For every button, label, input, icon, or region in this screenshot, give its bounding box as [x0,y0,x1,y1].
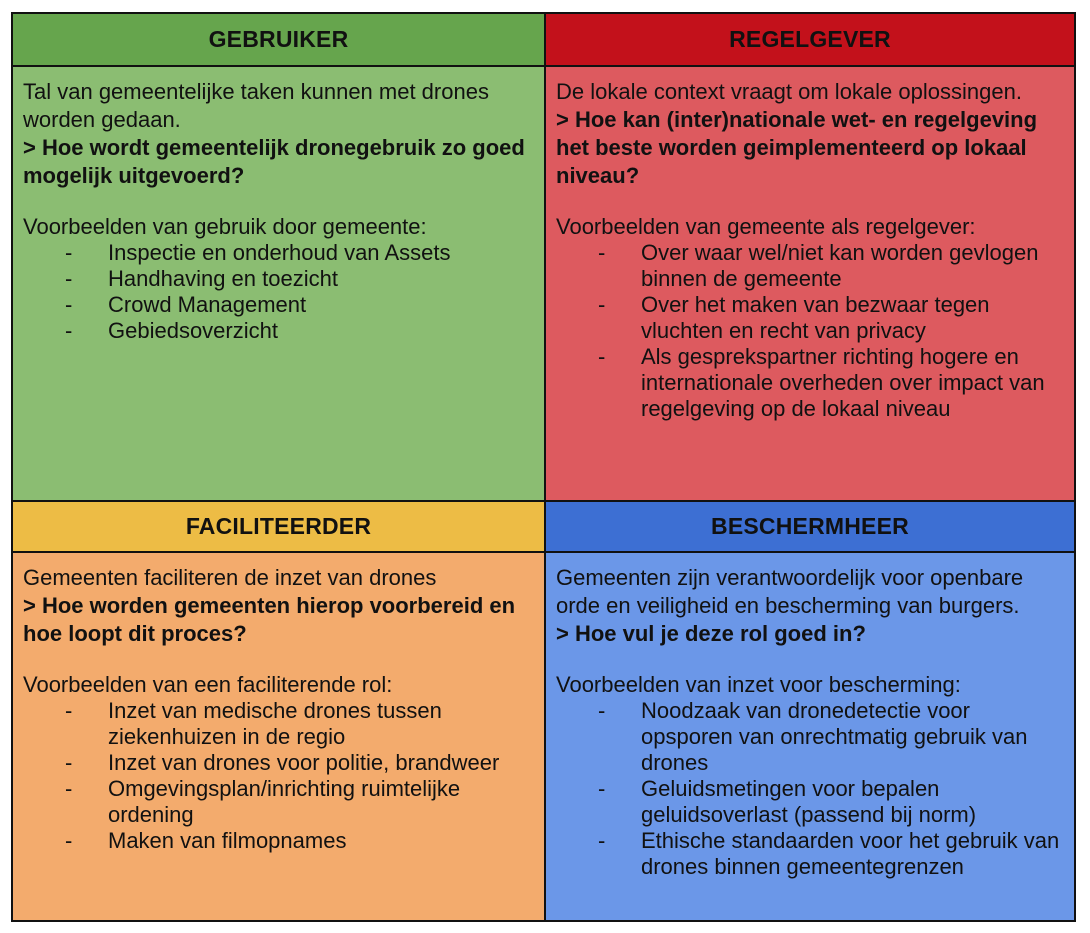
regelgever-intro: De lokale context vraagt om lokale oplossingen. [556,79,1022,104]
list-item-text: Over waar wel/niet kan worden gevlogen binnen de gemeente [641,240,1039,291]
gebruiker-title: GEBRUIKER [208,26,349,52]
faciliteerder-examples-title: Voorbeelden van een faciliterende rol: [23,672,393,697]
list-item: - Over waar wel/niet kan worden gevlogen binnen de gemeente [598,240,1039,291]
quadrant-divider [13,500,1074,502]
list-item-text: Omgevingsplan/inrichting ruimtelijke ordening [108,776,461,827]
list-item-text: Crowd Management [108,292,307,317]
gebruiker-examples-title: Voorbeelden van gebruik door gemeente: [23,214,427,239]
faciliteerder-question: > Hoe worden gemeenten hierop voorbereid en hoe loopt dit proces? [23,593,516,646]
list-item: - Inspectie en onderhoud van Assets [65,240,451,265]
role-matrix [11,12,1076,922]
gebruiker-header [13,14,544,65]
beschermheer-title: BESCHERMHEER [711,513,909,539]
list-item: - Crowd Management [65,292,307,317]
faciliteerder-title: FACILITEERDER [185,513,372,539]
header-divider-bottom [13,551,1074,553]
regelgever-title: REGELGEVER [729,26,891,52]
beschermheer-question: > Hoe vul je deze rol goed in? [556,621,866,646]
beschermheer-header [546,502,1074,551]
list-item: - Gebiedsoverzicht [65,318,278,343]
list-item-text: Over het maken van bezwaar tegen vluchten en recht van privacy [641,292,990,343]
list-item: - Als gesprekspartner richting hogere en internationale overheden over impact van regelgeving op de lokaal niveau [598,344,1045,421]
faciliteerder-header [13,502,544,551]
list-item: - Ethische standaarden voor het gebruik van drones binnen gemeentegrenzen [598,828,1060,879]
list-item: - Noodzaak van dronedetectie voor opsporen van onrechtmatig gebruik van drones [598,698,1028,775]
list-item: - Over het maken van bezwaar tegen vluchten en recht van privacy [598,292,990,343]
list-item-text: Inzet van drones voor politie, brandweer [108,750,500,775]
list-item: - Inzet van drones voor politie, brandweer [65,750,500,775]
beschermheer-examples-list [556,698,1066,880]
list-item-text: Noodzaak van dronedetectie voor opsporen van onrechtmatig gebruik van drones [641,698,1028,775]
gebruiker-examples-list [23,240,534,344]
faciliteerder-examples-list [23,698,534,854]
faciliteerder-intro: Gemeenten faciliteren de inzet van drones [23,565,437,590]
regelgever-header [546,14,1074,65]
list-item-text: Als gesprekspartner richting hogere en internationale overheden over impact van regelgeving op de lokaal niveau [641,344,1045,421]
list-item-text: Handhaving en toezicht [108,266,338,291]
faciliteerder-body [13,553,544,920]
gebruiker-intro: Tal van gemeentelijke taken kunnen met drones worden gedaan. [23,79,489,132]
regelgever-examples-list [556,240,1066,422]
list-item-text: Gebiedsoverzicht [108,318,278,343]
list-item-text: Inspectie en onderhoud van Assets [108,240,451,265]
beschermheer-intro: Gemeenten zijn verantwoordelijk voor openbare orde en veiligheid en bescherming van burgers. [556,565,1024,618]
list-item: - Inzet van medische drones tussen ziekenhuizen in de regio [65,698,442,749]
gebruiker-body [13,67,544,500]
regelgever-body [546,67,1074,500]
list-item-text: Ethische standaarden voor het gebruik van drones binnen gemeentegrenzen [641,828,1060,879]
vertical-divider [544,14,546,920]
beschermheer-body [546,553,1074,920]
list-item: - Maken van filmopnames [65,828,347,853]
regelgever-examples-title: Voorbeelden van gemeente als regelgever: [556,214,976,239]
gebruiker-question: > Hoe wordt gemeentelijk dronegebruik zo goed mogelijk uitgevoerd? [23,135,525,188]
list-item: - Geluidsmetingen voor bepalen geluidsoverlast (passend bij norm) [598,776,977,827]
list-item-text: Inzet van medische drones tussen ziekenhuizen in de regio [108,698,442,749]
list-item: - Handhaving en toezicht [65,266,338,291]
header-divider-top [13,65,1074,67]
list-item: - Omgevingsplan/inrichting ruimtelijke ordening [65,776,461,827]
beschermheer-examples-title: Voorbeelden van inzet voor bescherming: [556,672,961,697]
list-item-text: Maken van filmopnames [108,828,347,853]
list-item-text: Geluidsmetingen voor bepalen geluidsoverlast (passend bij norm) [641,776,977,827]
regelgever-question: > Hoe kan (inter)nationale wet- en regelgeving het beste worden geimplementeerd op lokaal niveau? [556,107,1038,188]
